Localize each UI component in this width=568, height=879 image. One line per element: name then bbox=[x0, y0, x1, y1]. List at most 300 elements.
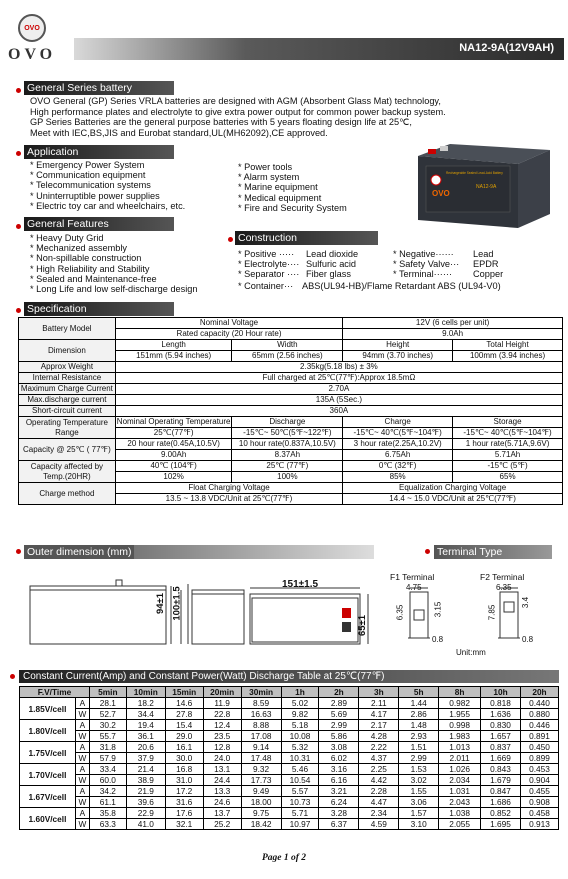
bullet-dot-icon bbox=[16, 549, 21, 554]
table-cell: 0.458 bbox=[520, 808, 558, 819]
table-cell: 17.2 bbox=[165, 786, 203, 797]
construction-row bbox=[393, 259, 503, 269]
table-cell: 4.37 bbox=[359, 753, 399, 764]
unit-cell: A bbox=[75, 742, 89, 753]
model-title: NA12-9A(12V9AH) bbox=[459, 42, 554, 54]
time-header: 8h bbox=[439, 687, 481, 698]
table-cell: 4.59 bbox=[359, 819, 399, 830]
table-cell: 0.913 bbox=[520, 819, 558, 830]
section-header-specification: Specification bbox=[24, 302, 174, 316]
table-cell: 21.9 bbox=[126, 786, 165, 797]
list-item: * Alarm system bbox=[238, 172, 300, 183]
table-row bbox=[20, 786, 559, 797]
table-cell: 2.28 bbox=[359, 786, 399, 797]
time-header: 5min bbox=[89, 687, 126, 698]
spec-cell: Width bbox=[232, 340, 343, 351]
spec-cell: 94mm (3.70 inches) bbox=[343, 351, 453, 362]
table-cell: 0.453 bbox=[520, 764, 558, 775]
table-cell: 14.6 bbox=[165, 698, 203, 709]
table-cell: 2.34 bbox=[359, 808, 399, 819]
table-cell: 10.97 bbox=[281, 819, 319, 830]
fv-cell: 1.70V/cell bbox=[20, 764, 76, 786]
time-header: 15min bbox=[165, 687, 203, 698]
table-cell: 9.82 bbox=[281, 709, 319, 720]
spec-cell: -15℃~ 50℃(5℉~122℉) bbox=[232, 428, 343, 439]
time-header: 2h bbox=[319, 687, 359, 698]
spec-cell: 40℃ (104℉) bbox=[115, 461, 232, 472]
table-cell: 30.2 bbox=[89, 720, 126, 731]
unit-cell: A bbox=[75, 786, 89, 797]
table-cell: 5.02 bbox=[281, 698, 319, 709]
section-header-outer-dimension: Outer dimension (mm) bbox=[24, 545, 134, 559]
table-cell: 9.32 bbox=[241, 764, 281, 775]
spec-cell: 100% bbox=[232, 472, 343, 483]
table-cell: 4.47 bbox=[359, 797, 399, 808]
table-cell: 1.686 bbox=[481, 797, 521, 808]
unit-cell: A bbox=[75, 698, 89, 709]
table-cell: 16.8 bbox=[165, 764, 203, 775]
construction-value: Lead dioxide bbox=[306, 249, 359, 259]
table-cell: 61.1 bbox=[89, 797, 126, 808]
dim-151-label: 151±1.5 bbox=[282, 579, 319, 590]
battery-image bbox=[410, 140, 556, 232]
construction-value: ABS(UL94-HB)/Flame Retardant ABS (UL94-V0) bbox=[302, 281, 501, 291]
time-header: 30min bbox=[241, 687, 281, 698]
table-cell: 5.46 bbox=[281, 764, 319, 775]
table-row bbox=[20, 819, 559, 830]
table-cell: 0.847 bbox=[481, 786, 521, 797]
dim-94-label: 94±1 bbox=[155, 592, 167, 615]
spec-cell: 85% bbox=[343, 472, 453, 483]
construction-key: * Terminal······ bbox=[393, 269, 453, 280]
table-cell: 24.6 bbox=[203, 797, 241, 808]
section-header-general: General Series battery bbox=[24, 81, 174, 95]
list-item: * Uninterruptible power supplies bbox=[30, 190, 160, 201]
table-cell: 4.17 bbox=[359, 709, 399, 720]
table-row bbox=[20, 775, 559, 786]
table-cell: 6.24 bbox=[319, 797, 359, 808]
general-description bbox=[30, 96, 560, 138]
list-item: * Mechanized assembly bbox=[30, 243, 128, 254]
table-cell: 1.48 bbox=[399, 720, 439, 731]
table-cell: 13.7 bbox=[203, 808, 241, 819]
spec-cell: -15℃ (5℉) bbox=[453, 461, 563, 472]
table-cell: 1.031 bbox=[439, 786, 481, 797]
table-cell: 3.28 bbox=[319, 808, 359, 819]
table-cell: 13.3 bbox=[203, 786, 241, 797]
spec-cell: Height bbox=[343, 340, 453, 351]
table-cell: 31.6 bbox=[165, 797, 203, 808]
spec-label: Charge method bbox=[19, 483, 116, 505]
table-cell: 34.4 bbox=[126, 709, 165, 720]
f1-thickness-label: 0.8 bbox=[432, 635, 444, 644]
f2-terminal-label: F2 Terminal bbox=[480, 572, 525, 582]
general-line: High performance plates and electrolyte to give extra power output for common power backup system. bbox=[30, 106, 446, 117]
time-header: 20min bbox=[203, 687, 241, 698]
table-cell: 15.4 bbox=[165, 720, 203, 731]
table-cell: 2.055 bbox=[439, 819, 481, 830]
table-row bbox=[20, 698, 559, 709]
table-row bbox=[20, 797, 559, 808]
table-cell: 37.9 bbox=[126, 753, 165, 764]
table-cell: 0.818 bbox=[481, 698, 521, 709]
spec-cell: 9.00Ah bbox=[115, 450, 232, 461]
spec-cell: 102% bbox=[115, 472, 232, 483]
spec-cell: Float Charging Voltage bbox=[115, 483, 342, 494]
construction-key: * Separator ···· bbox=[238, 269, 300, 280]
table-cell: 1.44 bbox=[399, 698, 439, 709]
outer-dimension-drawing bbox=[26, 570, 396, 660]
spec-cell: 12V (6 cells per unit) bbox=[343, 318, 563, 329]
features-list bbox=[30, 233, 198, 294]
table-cell: 1.636 bbox=[481, 709, 521, 720]
bullet-dot-icon bbox=[16, 308, 21, 313]
table-cell: 3.21 bbox=[319, 786, 359, 797]
page-footer: Page 1 of 2 bbox=[261, 853, 307, 863]
spec-cell: 2.35kg(5.18 lbs) ± 3% bbox=[115, 362, 562, 373]
unit-cell: W bbox=[75, 797, 89, 808]
unit-cell: W bbox=[75, 775, 89, 786]
battery-small-label: Rechargeable Sealed Lead-Acid Battery bbox=[446, 171, 503, 175]
spec-label: Capacity @ 25℃ ( 77℉) bbox=[19, 439, 116, 461]
table-cell: 24.0 bbox=[203, 753, 241, 764]
construction-left bbox=[238, 249, 358, 280]
list-item: * Non-spillable construction bbox=[30, 253, 142, 264]
construction-row bbox=[238, 249, 358, 259]
bullet-dot-icon bbox=[228, 237, 233, 242]
table-cell: 27.8 bbox=[165, 709, 203, 720]
unit-cell: A bbox=[75, 720, 89, 731]
discharge-table-body bbox=[20, 687, 559, 830]
spec-label: Internal Resistance bbox=[19, 373, 116, 384]
table-cell: 3.10 bbox=[399, 819, 439, 830]
table-cell: 0.455 bbox=[520, 786, 558, 797]
list-item: * Communication equipment bbox=[30, 170, 146, 181]
construction-row bbox=[238, 259, 358, 269]
fv-cell: 1.85V/cell bbox=[20, 698, 76, 720]
table-cell: 9.14 bbox=[241, 742, 281, 753]
general-line: GP Series Batteries are the general purpose batteries with 5 years floating design life at 25℃, bbox=[30, 117, 412, 128]
unit-cell: W bbox=[75, 731, 89, 742]
table-cell: 9.49 bbox=[241, 786, 281, 797]
table-cell: 5.57 bbox=[281, 786, 319, 797]
list-item: * Sealed and Maintenance-free bbox=[30, 273, 157, 284]
fv-cell: 1.60V/cell bbox=[20, 808, 76, 830]
table-cell: 23.5 bbox=[203, 731, 241, 742]
table-cell: 5.71 bbox=[281, 808, 319, 819]
table-cell: 8.88 bbox=[241, 720, 281, 731]
spec-cell: 135A (5Sec.) bbox=[115, 395, 562, 406]
table-cell: 8.59 bbox=[241, 698, 281, 709]
spec-cell: Full charged at 25℃(77℉):Approx 18.5mΩ bbox=[115, 373, 562, 384]
dim-65-label: 65±1 bbox=[357, 614, 369, 637]
spec-cell: 14.4 ~ 15.0 VDC/Unit at 25℃(77℉) bbox=[343, 494, 563, 505]
construction-value: Lead bbox=[473, 249, 494, 259]
construction-value: Copper bbox=[473, 269, 504, 280]
spec-label: Max.discharge current bbox=[19, 395, 116, 406]
fv-cell: 1.75V/cell bbox=[20, 742, 76, 764]
battery-brand-label: OVO bbox=[432, 189, 450, 198]
dim-100-label: 100±1.5 bbox=[171, 586, 183, 621]
table-cell: 36.1 bbox=[126, 731, 165, 742]
table-cell: 5.69 bbox=[319, 709, 359, 720]
spec-label: Maximum Charge Current bbox=[19, 384, 116, 395]
table-cell: 22.9 bbox=[126, 808, 165, 819]
spec-label: Capacity affected by Temp.(20HR) bbox=[19, 461, 116, 483]
table-cell: 22.8 bbox=[203, 709, 241, 720]
table-cell: 57.9 bbox=[89, 753, 126, 764]
table-cell: 0.450 bbox=[520, 742, 558, 753]
table-cell: 16.63 bbox=[241, 709, 281, 720]
table-cell: 13.1 bbox=[203, 764, 241, 775]
table-cell: 0.446 bbox=[520, 720, 558, 731]
construction-row bbox=[238, 269, 358, 279]
table-cell: 0.852 bbox=[481, 808, 521, 819]
spec-cell: Discharge bbox=[232, 417, 343, 428]
table-cell: 1.013 bbox=[439, 742, 481, 753]
logo-mark-text: OVO bbox=[24, 24, 40, 32]
construction-row bbox=[393, 249, 503, 259]
spec-cell: Nominal Operating Temperature bbox=[116, 417, 231, 426]
fv-cell: 1.67V/cell bbox=[20, 786, 76, 808]
spec-cell: 25℃ (77℉) bbox=[232, 461, 343, 472]
f1-terminal-label: F1 Terminal bbox=[390, 572, 435, 582]
table-cell: 1.657 bbox=[481, 731, 521, 742]
table-cell: 0.891 bbox=[520, 731, 558, 742]
table-cell: 2.11 bbox=[359, 698, 399, 709]
spec-cell: 151mm (5.94 inches) bbox=[115, 351, 232, 362]
spec-cell: 65% bbox=[453, 472, 563, 483]
table-cell: 1.57 bbox=[399, 808, 439, 819]
table-cell: 1.983 bbox=[439, 731, 481, 742]
fv-cell: 1.80V/cell bbox=[20, 720, 76, 742]
f1-width-label: 4.75 bbox=[406, 583, 422, 592]
construction-key: * Electrolyte···· bbox=[238, 259, 300, 270]
f1-h2-label: 3.15 bbox=[433, 601, 443, 618]
table-cell: 17.48 bbox=[241, 753, 281, 764]
table-cell: 2.89 bbox=[319, 698, 359, 709]
spec-cell: 2.70A bbox=[115, 384, 562, 395]
table-cell: 35.8 bbox=[89, 808, 126, 819]
header-fade bbox=[134, 545, 374, 559]
application-list-right bbox=[238, 162, 347, 213]
spec-cell: Charge bbox=[343, 417, 453, 428]
table-cell: 2.93 bbox=[399, 731, 439, 742]
table-cell: 55.7 bbox=[89, 731, 126, 742]
spec-cell: -15℃~ 40℃(5℉~104℉) bbox=[453, 428, 563, 439]
brand-logo-text: OVO bbox=[8, 46, 57, 63]
table-cell: 4.42 bbox=[359, 775, 399, 786]
table-cell: 17.08 bbox=[241, 731, 281, 742]
table-cell: 2.17 bbox=[359, 720, 399, 731]
table-cell: 1.679 bbox=[481, 775, 521, 786]
table-cell: 2.034 bbox=[439, 775, 481, 786]
table-row bbox=[20, 720, 559, 731]
unit-cell: W bbox=[75, 753, 89, 764]
discharge-table-title: Constant Current(Amp) and Constant Power(Watt) Discharge Table at 25℃(77℉) bbox=[19, 670, 559, 683]
table-cell: 3.06 bbox=[399, 797, 439, 808]
f2-width-label: 6.35 bbox=[496, 583, 512, 592]
table-cell: 1.53 bbox=[399, 764, 439, 775]
specification-table bbox=[18, 317, 563, 505]
table-cell: 1.669 bbox=[481, 753, 521, 764]
spec-cell: 20 hour rate(0.45A,10.5V) bbox=[115, 439, 232, 450]
list-item: * Long Life and low self-discharge design bbox=[30, 284, 198, 295]
table-cell: 10.31 bbox=[281, 753, 319, 764]
table-cell: 1.955 bbox=[439, 709, 481, 720]
spec-cell: 0℃ (32℉) bbox=[343, 461, 453, 472]
table-cell: 20.6 bbox=[126, 742, 165, 753]
list-item: * Fire and Security System bbox=[238, 202, 347, 213]
table-cell: 28.1 bbox=[89, 698, 126, 709]
table-cell: 52.7 bbox=[89, 709, 126, 720]
table-cell: 29.0 bbox=[165, 731, 203, 742]
table-cell: 5.32 bbox=[281, 742, 319, 753]
time-header: 10min bbox=[126, 687, 165, 698]
time-header: 3h bbox=[359, 687, 399, 698]
list-item: * Marine equipment bbox=[238, 182, 318, 193]
spec-cell: 8.37Ah bbox=[232, 450, 343, 461]
table-cell: 6.02 bbox=[319, 753, 359, 764]
spec-label: Operating Temperature Range bbox=[19, 417, 116, 439]
table-cell: 18.00 bbox=[241, 797, 281, 808]
construction-key: * Safety Valve··· bbox=[393, 259, 460, 270]
construction-right bbox=[393, 249, 503, 280]
table-cell: 0.837 bbox=[481, 742, 521, 753]
section-header-construction: Construction bbox=[235, 231, 378, 245]
table-cell: 18.42 bbox=[241, 819, 281, 830]
table-cell: 2.86 bbox=[399, 709, 439, 720]
table-row bbox=[20, 742, 559, 753]
unit-cell: W bbox=[75, 709, 89, 720]
unit-cell: A bbox=[75, 764, 89, 775]
table-cell: 10.73 bbox=[281, 797, 319, 808]
construction-key: * Container··· bbox=[238, 281, 294, 291]
battery-model-label: NA12-9A bbox=[476, 184, 497, 190]
table-cell: 19.4 bbox=[126, 720, 165, 731]
construction-container-row bbox=[238, 281, 501, 291]
table-cell: 16.1 bbox=[165, 742, 203, 753]
table-cell: 41.0 bbox=[126, 819, 165, 830]
table-cell: 0.899 bbox=[520, 753, 558, 764]
table-cell: 0.830 bbox=[481, 720, 521, 731]
table-cell: 1.695 bbox=[481, 819, 521, 830]
table-cell: 2.99 bbox=[399, 753, 439, 764]
time-header: 10h bbox=[481, 687, 521, 698]
f1-h1-label: 6.35 bbox=[395, 604, 405, 621]
table-row bbox=[20, 753, 559, 764]
section-header-features: General Features bbox=[24, 217, 174, 231]
table-cell: 38.9 bbox=[126, 775, 165, 786]
table-cell: 31.0 bbox=[165, 775, 203, 786]
spec-cell: -15℃~ 40℃(5℉~104℉) bbox=[343, 428, 453, 439]
application-list-left bbox=[30, 160, 185, 211]
time-header: 5h bbox=[399, 687, 439, 698]
spec-cell: 5.71Ah bbox=[453, 450, 563, 461]
spec-cell: 3 hour rate(2.25A,10.2V) bbox=[343, 439, 453, 450]
table-cell: 4.28 bbox=[359, 731, 399, 742]
table-cell: 0.998 bbox=[439, 720, 481, 731]
table-cell: 2.22 bbox=[359, 742, 399, 753]
table-cell: 0.904 bbox=[520, 775, 558, 786]
construction-value: EPDR bbox=[473, 259, 499, 270]
table-cell: 2.011 bbox=[439, 753, 481, 764]
list-item: * Emergency Power System bbox=[30, 160, 145, 170]
table-cell: 1.55 bbox=[399, 786, 439, 797]
table-row bbox=[20, 709, 559, 720]
table-corner-header: F.V/Time bbox=[20, 687, 90, 698]
spec-cell: Length bbox=[115, 340, 232, 351]
bullet-dot-icon bbox=[425, 549, 430, 554]
spec-label: Dimension bbox=[19, 340, 116, 362]
list-item: * Medical equipment bbox=[238, 192, 322, 203]
table-cell: 63.3 bbox=[89, 819, 126, 830]
spec-cell: 65mm (2.56 inches) bbox=[232, 351, 343, 362]
time-header: 20h bbox=[520, 687, 558, 698]
list-item: * Heavy Duty Grid bbox=[30, 233, 104, 243]
f2-h1-label: 7.85 bbox=[487, 604, 497, 621]
table-cell: 1.038 bbox=[439, 808, 481, 819]
spec-cell: Rated capacity (20 Hour rate) bbox=[115, 329, 342, 340]
spec-cell: 25℃(77℉) bbox=[115, 428, 232, 439]
unit-label: Unit:mm bbox=[456, 648, 486, 657]
unit-cell: A bbox=[75, 808, 89, 819]
construction-value: Fiber glass bbox=[306, 269, 351, 280]
bullet-dot-icon bbox=[16, 88, 21, 93]
table-cell: 31.8 bbox=[89, 742, 126, 753]
table-cell: 2.99 bbox=[319, 720, 359, 731]
construction-row bbox=[393, 269, 503, 279]
table-cell: 0.440 bbox=[520, 698, 558, 709]
spec-cell: Nominal Voltage bbox=[115, 318, 342, 329]
table-cell: 2.043 bbox=[439, 797, 481, 808]
table-header-row bbox=[20, 687, 559, 698]
spec-label: Short-circuit current bbox=[19, 406, 116, 417]
table-cell: 12.8 bbox=[203, 742, 241, 753]
table-cell: 0.908 bbox=[520, 797, 558, 808]
f2-h2-label: 3.4 bbox=[521, 596, 531, 609]
table-row bbox=[20, 808, 559, 819]
construction-value: Sulfuric acid bbox=[306, 259, 357, 270]
table-cell: 25.2 bbox=[203, 819, 241, 830]
table-cell: 17.73 bbox=[241, 775, 281, 786]
table-row bbox=[20, 731, 559, 742]
spec-cell: Storage bbox=[453, 417, 563, 428]
table-cell: 30.0 bbox=[165, 753, 203, 764]
table-cell: 5.18 bbox=[281, 720, 319, 731]
list-item: * Power tools bbox=[238, 162, 293, 172]
spec-cell: Total Height bbox=[453, 340, 563, 351]
f2-thickness-label: 0.8 bbox=[522, 635, 534, 644]
unit-cell: W bbox=[75, 819, 89, 830]
table-cell: 1.51 bbox=[399, 742, 439, 753]
bullet-dot-icon bbox=[10, 674, 15, 679]
section-header-application: Application bbox=[24, 145, 174, 159]
table-cell: 34.2 bbox=[89, 786, 126, 797]
construction-key: * Negative······ bbox=[393, 249, 454, 259]
spec-cell: 1 hour rate(5.71A,9.6V) bbox=[453, 439, 563, 450]
table-cell: 6.37 bbox=[319, 819, 359, 830]
table-cell: 11.9 bbox=[203, 698, 241, 709]
table-cell: 33.4 bbox=[89, 764, 126, 775]
spec-label: Approx Weight bbox=[19, 362, 116, 373]
general-line: Meet with IEC,BS,JIS and Eurobat standard,UL(MH62092),CE approved. bbox=[30, 127, 328, 138]
spec-cell: 9.0Ah bbox=[343, 329, 563, 340]
time-header: 1h bbox=[281, 687, 319, 698]
table-cell: 10.54 bbox=[281, 775, 319, 786]
section-header-terminal: Terminal Type bbox=[434, 545, 552, 559]
list-item: * Telecommunication systems bbox=[30, 180, 151, 191]
